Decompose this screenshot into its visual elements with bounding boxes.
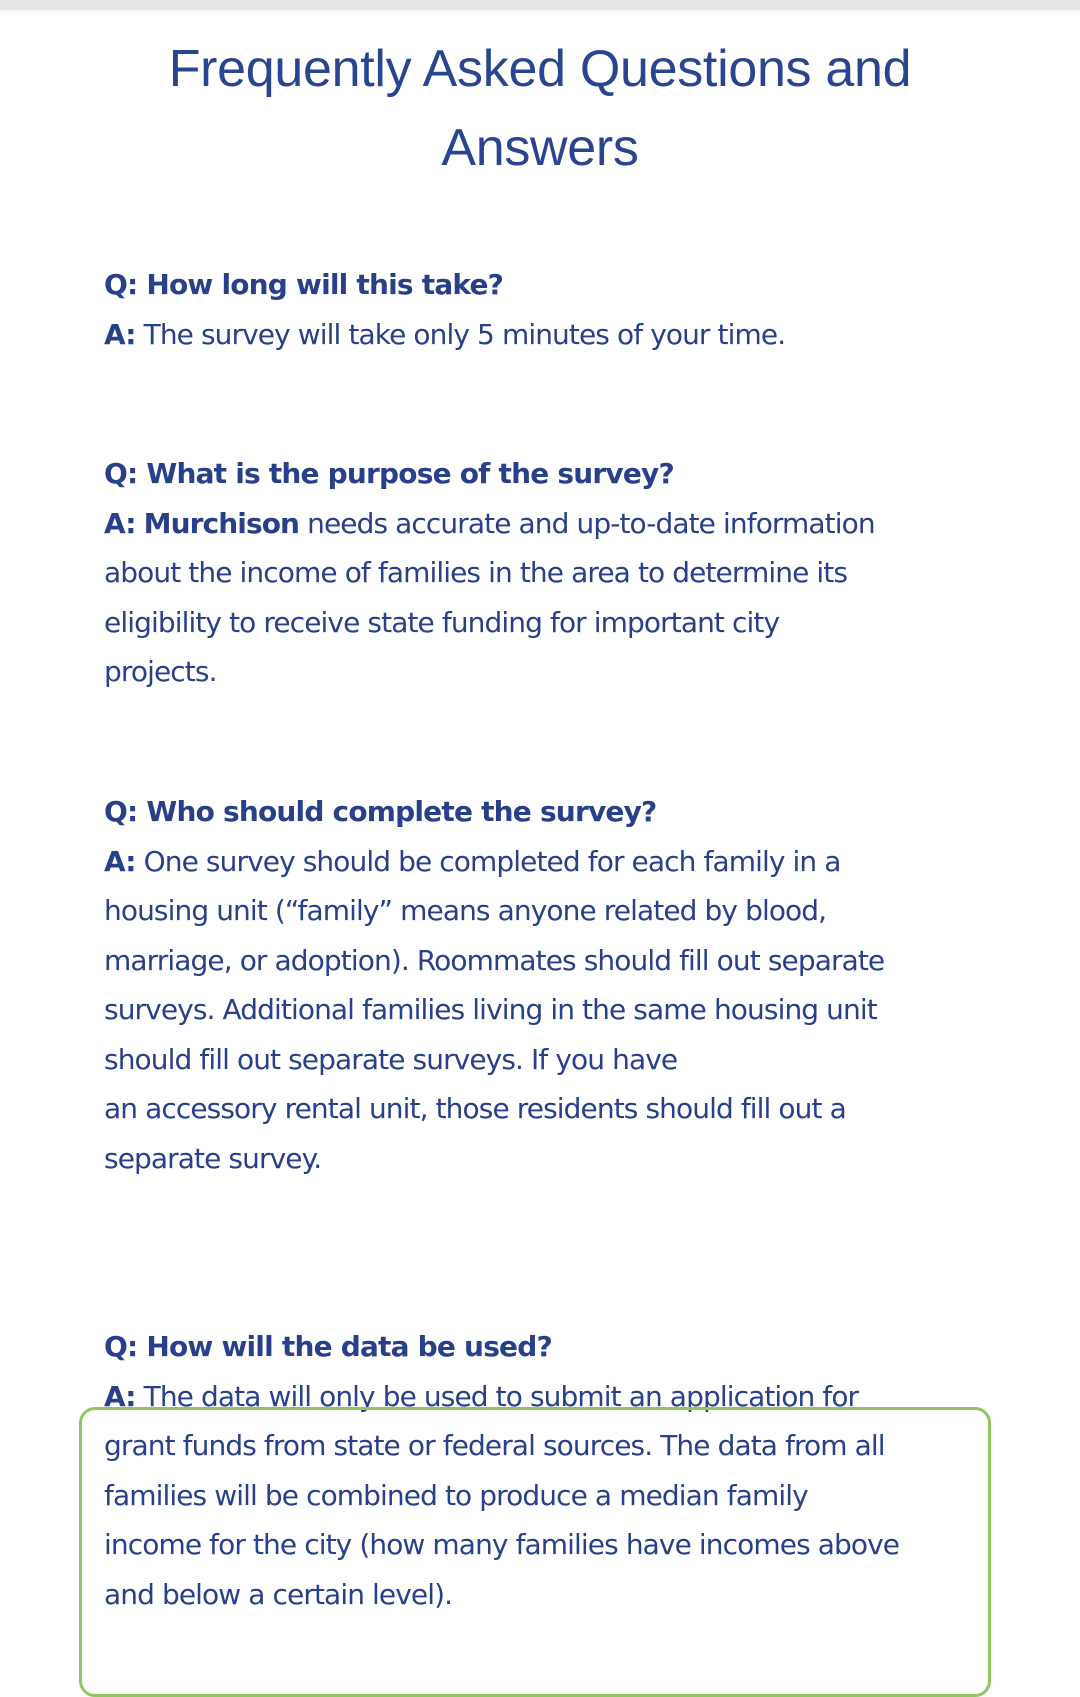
page-title-line-1: Frequently Asked Questions and xyxy=(168,40,912,98)
answer-line: income for the city (how many families have incomes above xyxy=(104,1528,900,1561)
answer-line: an accessory rental unit, those residents should fill out a xyxy=(104,1092,846,1125)
answer-line: The survey will take only 5 minutes of your time. xyxy=(143,317,786,351)
question-prefix: Q: xyxy=(104,268,138,301)
faq-answer xyxy=(104,837,984,1184)
answer-prefix: A: xyxy=(104,1379,136,1413)
answer-line: should fill out separate surveys. If you have xyxy=(104,1042,678,1076)
faq-item-purpose xyxy=(104,449,984,697)
answer-line: about the income of families in the area to determine its xyxy=(104,556,848,589)
answer-line: eligibility to receive state funding for important city xyxy=(104,605,780,639)
answer-line: families will be combined to produce a median family xyxy=(104,1478,808,1512)
question-prefix: Q: xyxy=(104,457,138,490)
faq-question xyxy=(104,260,984,310)
answer-line: grant funds from state or federal sources. The data from all xyxy=(104,1429,885,1462)
faq-question xyxy=(104,1322,984,1372)
faq-question xyxy=(104,787,984,837)
answer-line: marriage, or adoption). Roommates should fill out separate xyxy=(104,943,885,977)
faq-answer xyxy=(104,499,984,697)
faq-answer xyxy=(104,1372,984,1620)
answer-prefix: A: xyxy=(104,844,136,878)
faq-item-who xyxy=(104,787,984,1183)
answer-line: and below a certain level). xyxy=(104,1577,453,1611)
browser-top-bar xyxy=(0,0,1080,10)
question-prefix: Q: xyxy=(104,1330,138,1363)
question-text: Who should complete the survey? xyxy=(146,795,657,828)
faq-answer xyxy=(104,310,984,360)
answer-line: surveys. Additional families living in the same housing unit xyxy=(104,993,877,1026)
answer-line: needs accurate and up-to-date information xyxy=(307,506,875,540)
page-title xyxy=(0,30,1080,188)
question-prefix: Q: xyxy=(104,795,138,828)
answer-prefix: A: xyxy=(104,506,136,540)
answer-bold-entity: Murchison xyxy=(143,506,300,540)
answer-line: housing unit (“family” means anyone related by blood, xyxy=(104,894,827,927)
answer-line: separate survey. xyxy=(104,1141,322,1175)
faq-item-data-use xyxy=(104,1322,984,1619)
page-title-line-2: Answers xyxy=(441,119,639,177)
answer-line: The data will only be used to submit an application for xyxy=(143,1379,859,1413)
answer-line: projects. xyxy=(104,655,217,688)
question-text: How will the data be used? xyxy=(146,1330,552,1363)
faq-question xyxy=(104,449,984,499)
faq-item-duration xyxy=(104,260,984,359)
answer-line: One survey should be completed for each family in a xyxy=(143,844,841,878)
answer-prefix: A: xyxy=(104,317,136,351)
question-text: What is the purpose of the survey? xyxy=(146,457,674,490)
question-text: How long will this take? xyxy=(146,268,504,301)
